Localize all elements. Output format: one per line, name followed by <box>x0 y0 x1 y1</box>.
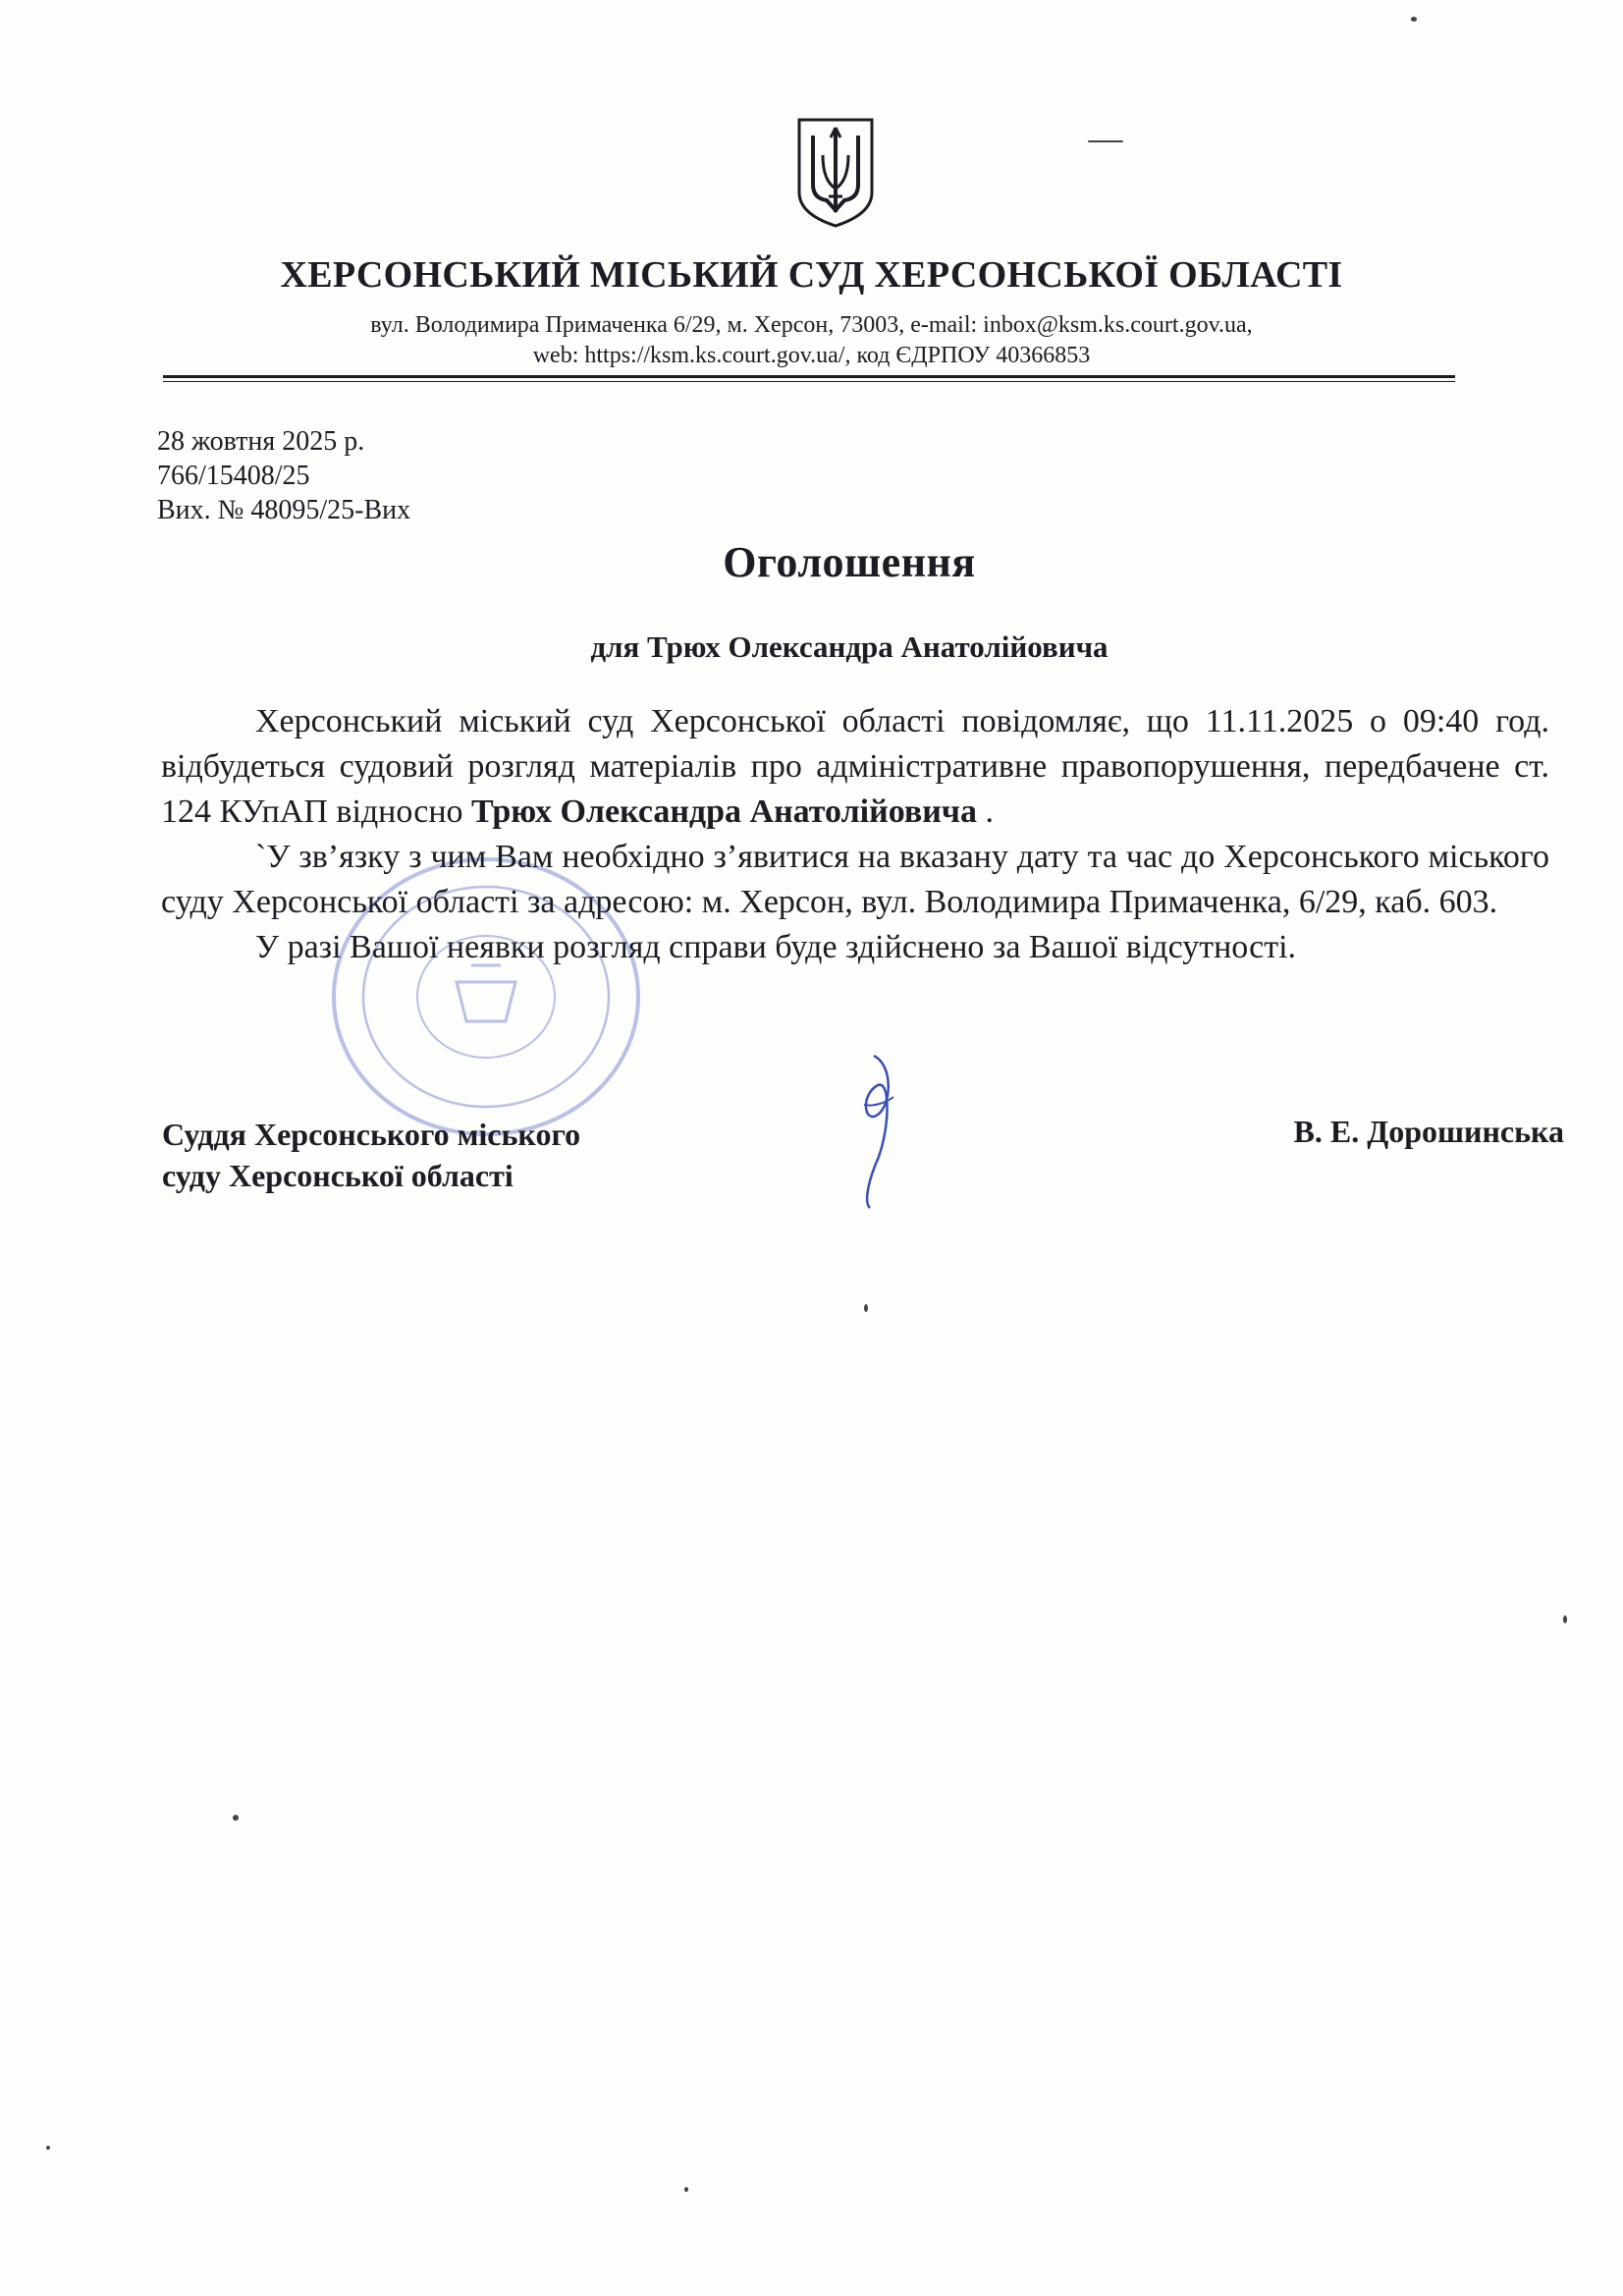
scan-speck <box>864 1304 868 1312</box>
header-divider-thin <box>163 381 1455 382</box>
paragraph-hearing-text: Херсонський міський суд Херсонської області повідомляє, що 11.11.2025 о 09:40 год. відбудеться судовий розгляд матеріалів про адміністративне правопорушення, передбачене ст. 124 КУпАП відносно <box>161 703 1549 830</box>
handwritten-signature <box>835 1046 913 1213</box>
header-divider-thick <box>163 375 1455 378</box>
document-date: 28 жовтня 2025 р. <box>157 426 365 457</box>
scan-speck <box>233 1815 239 1821</box>
court-address-line-2: web: https://ksm.ks.court.gov.ua/, код ЄДРПОУ 40366853 <box>532 343 1091 368</box>
outgoing-number: Вих. № 48095/25-Вих <box>157 495 411 525</box>
court-address-line-1: вул. Володимира Примаченка 6/29, м. Херсон, 73003, e-mail: inbox@ksm.ks.court.gov.ua, <box>370 312 1253 338</box>
tryzub-icon <box>793 116 878 230</box>
signer-position-line-2: суду Херсонської області <box>162 1158 514 1193</box>
scan-speck <box>1088 140 1123 142</box>
scan-speck <box>1411 17 1417 22</box>
signer-position <box>162 1114 580 1196</box>
paragraph-absence: У разі Вашої неявки розгляд справи буде здійснено за Вашої відсутності. <box>255 929 1297 965</box>
case-number: 766/15408/25 <box>157 461 310 491</box>
judge-name: В. Е. Дорошинська <box>1293 1114 1564 1149</box>
paragraph-hearing <box>161 699 1549 835</box>
announcement-body <box>161 699 1549 970</box>
signer-position-line-1: Суддя Херсонського міського <box>162 1117 581 1152</box>
defendant-name: Трюх Олександра Анатолійовича <box>471 793 977 830</box>
paragraph-appearance: `У зв’язку з чим Вам необхідно з’явитися на вказану дату та час до Херсонського міського суду Херсонської області за адресою: м. Херсон, вул. Володимира Примаченка, 6/29, каб. 603. <box>161 839 1549 920</box>
scan-speck <box>684 2187 688 2192</box>
document-title: Оголошення <box>723 538 976 586</box>
paragraph-hearing-end: . <box>976 793 994 830</box>
scan-speck <box>46 2146 50 2150</box>
scan-speck <box>1563 1615 1567 1623</box>
court-name: ХЕРСОНСЬКИЙ МІСЬКИЙ СУД ХЕРСОНСЬКОЇ ОБЛАСТІ <box>280 254 1343 296</box>
recipient-line: для Трюх Олександра Анатолійовича <box>590 629 1109 664</box>
